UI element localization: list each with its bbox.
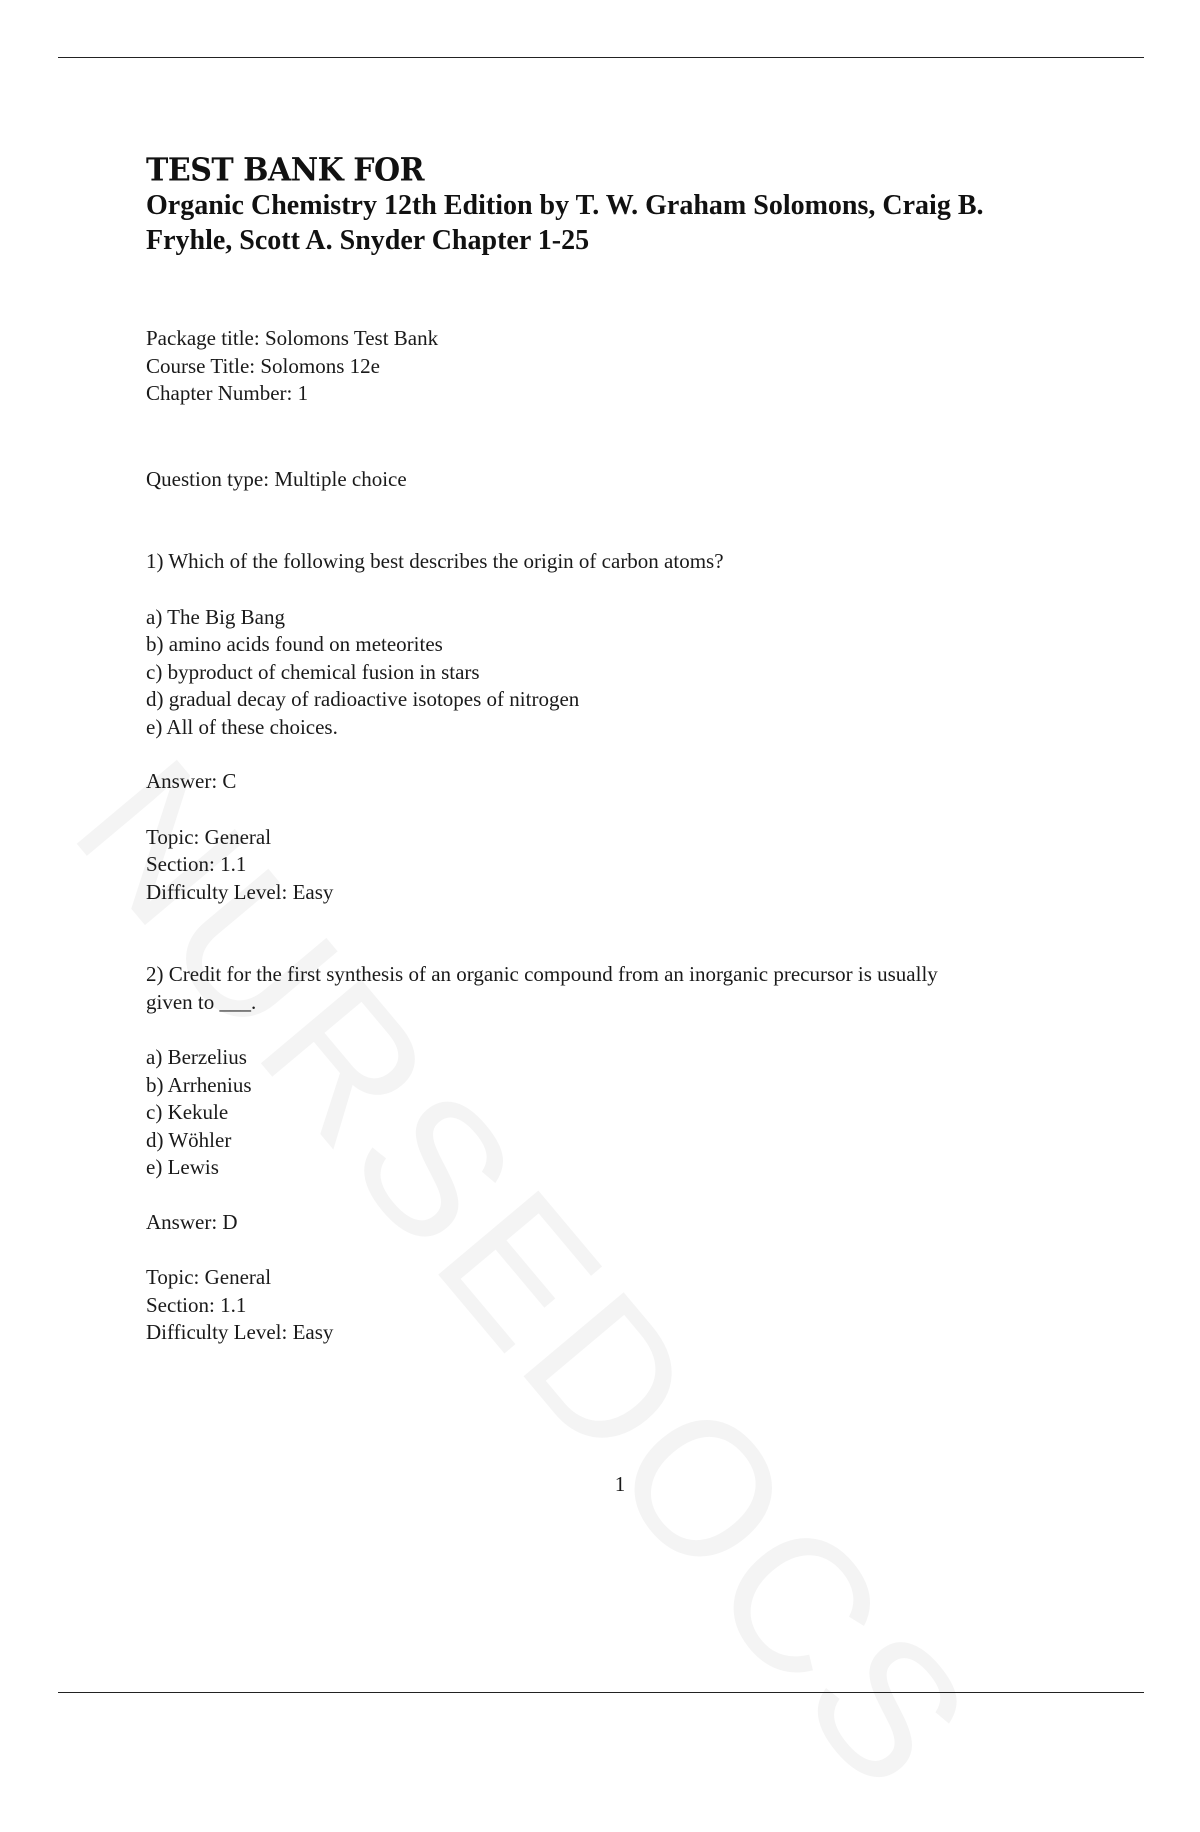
package-meta bbox=[146, 325, 1086, 408]
test-bank-label: TEST BANK FOR bbox=[146, 152, 425, 189]
option-d: d) Wöhler bbox=[146, 1127, 232, 1152]
book-title bbox=[146, 188, 1086, 258]
section: Section: 1.1 bbox=[146, 852, 247, 876]
question-block bbox=[146, 961, 1086, 1347]
question-block bbox=[146, 548, 1086, 906]
difficulty-level: Difficulty Level: Easy bbox=[146, 1320, 334, 1344]
section: Section: 1.1 bbox=[146, 1292, 247, 1317]
option-c: c) byproduct of chemical fusion in stars bbox=[146, 659, 480, 684]
bottom-rule bbox=[58, 1692, 1144, 1693]
option-c: c) Kekule bbox=[146, 1100, 229, 1124]
book-title-line-2: Fryhle, Scott A. Snyder Chapter 1-25 bbox=[146, 225, 590, 256]
question-stem bbox=[146, 961, 1086, 1016]
option-e: e) All of these choices. bbox=[146, 714, 338, 739]
difficulty-level: Difficulty Level: Easy bbox=[146, 879, 334, 904]
page-number: 1 bbox=[614, 1472, 626, 1496]
question-stem bbox=[146, 548, 1086, 576]
question-info bbox=[146, 824, 1086, 907]
question-info bbox=[146, 1264, 1086, 1347]
answer-options bbox=[146, 604, 1086, 742]
option-e: e) Lewis bbox=[146, 1155, 219, 1179]
top-rule bbox=[58, 57, 1144, 58]
option-b: b) amino acids found on meteorites bbox=[146, 632, 443, 656]
answer-key: Answer: C bbox=[146, 769, 237, 793]
course-title: Course Title: Solomons 12e bbox=[146, 353, 380, 378]
question-stem-line: 2) Credit for the first synthesis of an organic compound from an inorganic precursor is usually bbox=[146, 962, 938, 986]
chapter-number: Chapter Number: 1 bbox=[146, 381, 309, 405]
answer-key: Answer: D bbox=[146, 1209, 238, 1234]
topic: Topic: General bbox=[146, 1265, 272, 1289]
option-a: a) Berzelius bbox=[146, 1045, 247, 1069]
document-body bbox=[146, 152, 1086, 1347]
option-b: b) Arrhenius bbox=[146, 1072, 252, 1097]
package-title: Package title: Solomons Test Bank bbox=[146, 326, 439, 350]
question-type: Question type: Multiple choice bbox=[146, 466, 407, 491]
question-stem-line: 1) Which of the following best describes the origin of carbon atoms? bbox=[146, 549, 724, 573]
question-stem-line: given to ___. bbox=[146, 989, 257, 1014]
topic: Topic: General bbox=[146, 824, 272, 849]
answer-options bbox=[146, 1044, 1086, 1182]
option-d: d) gradual decay of radioactive isotopes of nitrogen bbox=[146, 687, 580, 711]
book-title-line-1: Organic Chemistry 12th Edition by T. W. Graham Solomons, Craig B. bbox=[146, 190, 984, 221]
option-a: a) The Big Bang bbox=[146, 604, 286, 629]
